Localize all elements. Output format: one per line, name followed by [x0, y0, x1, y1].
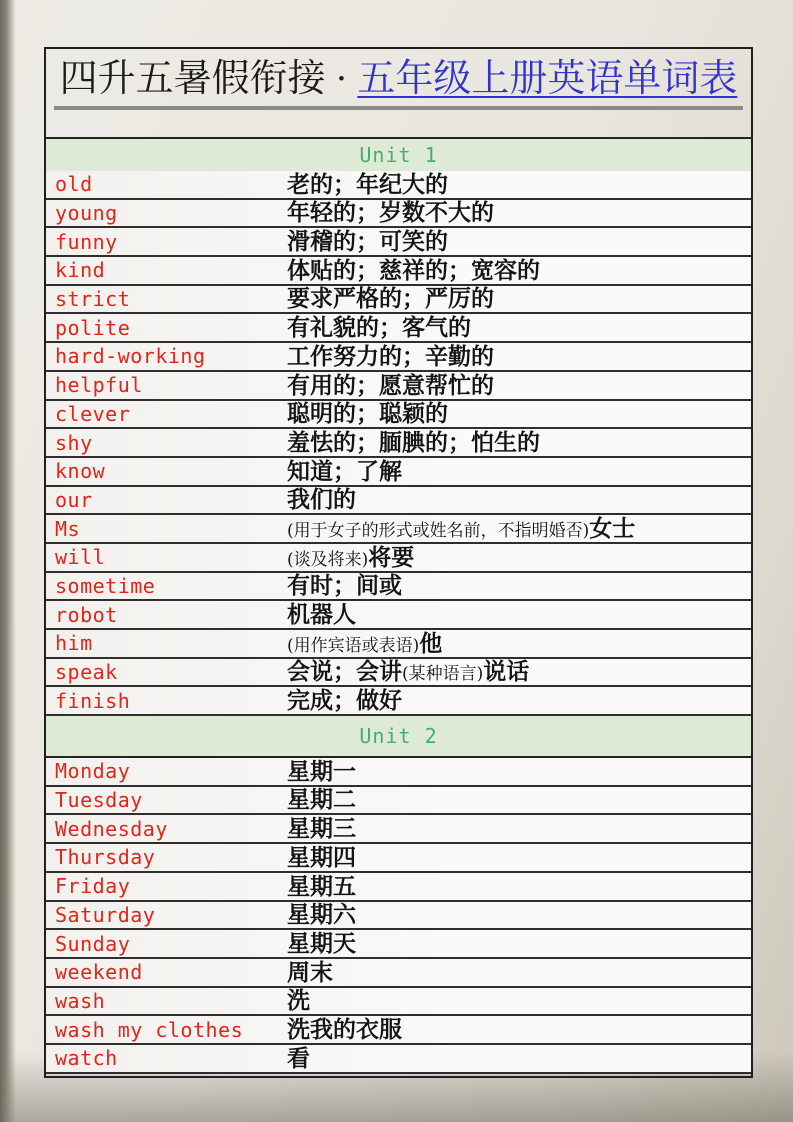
word-row [46, 659, 751, 688]
chinese-meaning [287, 401, 751, 426]
word-row [46, 343, 751, 372]
chinese-meaning [287, 258, 751, 283]
english-word: clever [55, 401, 131, 426]
english-word: him [55, 631, 93, 656]
english-word: Wednesday [55, 816, 168, 841]
word-row [46, 544, 751, 573]
meaning-text: 体贴的；慈祥的；宽容的 [287, 256, 540, 283]
english-word: weekend [55, 960, 143, 985]
word-row [46, 286, 751, 315]
meaning-text: 完成；做好 [287, 687, 402, 714]
word-row [46, 815, 751, 844]
meaning-text: 要求严格的；严厉的 [287, 285, 494, 312]
english-word: Thursday [55, 845, 156, 870]
meaning-text: 星期五 [287, 872, 356, 899]
meaning-text: 星期一 [287, 757, 356, 784]
meaning-text: 周末 [287, 958, 333, 985]
meaning-text: 女士 [589, 514, 636, 541]
meaning-text: 年轻的；岁数不大的 [287, 199, 494, 226]
word-row [46, 1016, 751, 1045]
chinese-meaning [287, 759, 751, 784]
word-row [46, 314, 751, 343]
chinese-meaning [287, 602, 751, 627]
chinese-meaning [287, 573, 751, 598]
meaning-text: 工作努力的；辛勤的 [287, 342, 494, 369]
word-row [46, 487, 751, 516]
meaning-text: 有时；间或 [287, 572, 402, 599]
word-row [46, 873, 751, 902]
document-frame [44, 47, 753, 1078]
english-word: watch [55, 1046, 118, 1071]
chinese-meaning [287, 874, 751, 899]
english-word: kind [55, 258, 106, 283]
chinese-meaning [287, 1046, 751, 1071]
meaning-text: 星期四 [287, 843, 356, 870]
word-row [46, 601, 751, 630]
english-word: helpful [55, 373, 143, 398]
unit-header: Unit 2 [46, 716, 751, 758]
word-row [46, 959, 751, 988]
english-word: Monday [55, 759, 131, 784]
chinese-meaning [287, 845, 751, 870]
meaning-text: 将要 [368, 543, 415, 570]
title-separator-dot: · [325, 58, 358, 100]
chinese-meaning [287, 988, 751, 1013]
english-word: wash my clothes [55, 1017, 244, 1042]
english-word: Friday [55, 874, 131, 899]
meaning-text: 星期六 [287, 901, 356, 928]
word-row [46, 758, 751, 787]
chinese-meaning [287, 631, 751, 656]
word-row [46, 515, 751, 544]
chinese-meaning [287, 172, 751, 197]
word-row [46, 429, 751, 458]
word-row [46, 401, 751, 430]
english-word: young [55, 201, 118, 226]
meaning-text: 有礼貌的；客气的 [287, 314, 471, 341]
english-word: know [55, 459, 106, 484]
meaning-annotation: (谈及将来) [287, 549, 369, 570]
chinese-meaning [287, 459, 751, 484]
english-word: hard-working [55, 344, 206, 369]
chinese-meaning [287, 960, 751, 985]
chinese-meaning [287, 902, 751, 927]
word-row [46, 988, 751, 1017]
word-row [46, 458, 751, 487]
title-text: 四升五暑假衔接 [59, 58, 326, 100]
english-word: Ms [55, 516, 81, 541]
word-row [46, 257, 751, 286]
word-row [46, 687, 751, 716]
chinese-meaning [287, 200, 751, 225]
chinese-meaning [287, 688, 751, 713]
word-row [46, 787, 751, 816]
english-word: finish [55, 688, 131, 713]
english-word: Tuesday [55, 788, 143, 813]
english-word: Saturday [55, 902, 156, 927]
meaning-text: 星期天 [287, 929, 356, 956]
meaning-text: 知道；了解 [287, 457, 402, 484]
meaning-annotation: (用作宾语或表语) [287, 635, 420, 656]
word-row [46, 171, 751, 200]
word-row [46, 200, 751, 229]
meaning-text: 机器人 [287, 601, 356, 627]
english-word: our [55, 487, 93, 512]
title-link[interactable]: 五年级上册英语单词表 [357, 58, 738, 100]
chinese-meaning [287, 430, 751, 455]
word-row [46, 573, 751, 602]
word-row [46, 902, 751, 931]
meaning-text: 我们的 [287, 486, 356, 513]
meaning-text: 看 [287, 1044, 310, 1071]
meaning-text: 说话 [483, 658, 530, 685]
english-word: Sunday [55, 931, 131, 956]
meaning-annotation: (用于女子的形式或姓名前，不指明婚否) [287, 520, 590, 541]
english-word: strict [55, 287, 131, 312]
english-word: shy [55, 430, 93, 455]
meaning-text: 滑稽的；可笑的 [287, 228, 448, 255]
chinese-meaning [287, 344, 751, 369]
title-underline [54, 57, 744, 110]
english-word: old [55, 172, 93, 197]
meaning-text: 星期二 [287, 786, 356, 813]
meaning-text: 洗 [287, 987, 310, 1014]
meaning-text: 聪明的；聪颖的 [287, 400, 448, 427]
word-row [46, 844, 751, 873]
chinese-meaning [287, 787, 751, 812]
meaning-text: 星期三 [287, 815, 356, 842]
chinese-meaning [287, 286, 751, 311]
english-word: funny [55, 229, 118, 254]
chinese-meaning [287, 516, 751, 541]
word-row [46, 228, 751, 257]
meaning-annotation: (某种语言) [402, 664, 484, 685]
chinese-meaning [287, 315, 751, 340]
word-row [46, 1045, 751, 1074]
meaning-text: 羞怯的；腼腆的；怕生的 [287, 428, 540, 455]
word-row [46, 372, 751, 401]
unit-header: Unit 1 [46, 137, 751, 171]
meaning-text: 有用的；愿意帮忙的 [287, 371, 494, 398]
meaning-text: 老的；年纪大的 [287, 170, 448, 197]
chinese-meaning [287, 931, 751, 956]
word-row [46, 630, 751, 659]
chinese-meaning [287, 545, 751, 570]
chinese-meaning [287, 373, 751, 398]
english-word: robot [55, 602, 118, 627]
english-word: wash [55, 988, 106, 1013]
chinese-meaning [287, 1017, 751, 1042]
meaning-text: 会说；会讲 [287, 658, 402, 685]
page-title [46, 49, 751, 137]
chinese-meaning [287, 487, 751, 512]
english-word: will [55, 545, 106, 570]
english-word: polite [55, 315, 131, 340]
english-word: speak [55, 660, 118, 685]
meaning-text: 洗我的衣服 [287, 1015, 402, 1042]
english-word: sometime [55, 573, 156, 598]
word-row [46, 930, 751, 959]
chinese-meaning [287, 659, 751, 684]
meaning-text: 他 [419, 629, 443, 656]
chinese-meaning [287, 229, 751, 254]
chinese-meaning [287, 816, 751, 841]
